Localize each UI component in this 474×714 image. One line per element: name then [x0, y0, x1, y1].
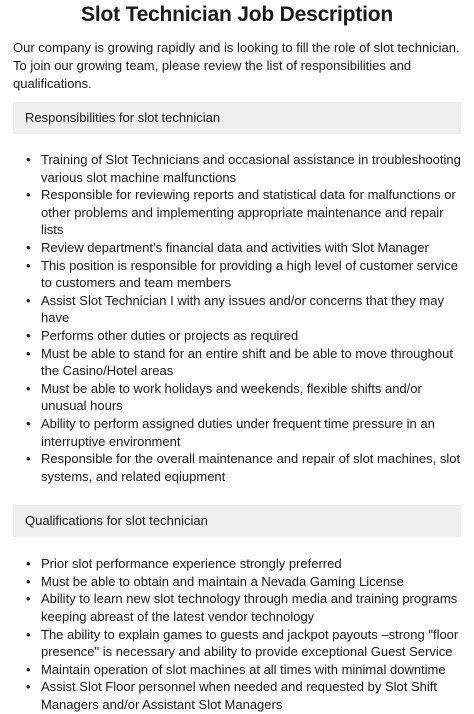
list-item-text: Responsible for the overall maintenance and repair of slot machines, slot systems, and related eqiupment: [41, 451, 461, 484]
list-item-text: Performs other duties or projects as required: [41, 327, 299, 343]
bullet-icon: •: [26, 679, 31, 695]
list-item: [13, 380, 461, 415]
qualifications-list: [13, 555, 461, 713]
bullet-icon: •: [26, 451, 31, 467]
list-item: [13, 678, 461, 713]
list-item-text: Must be able to stand for an entire shift and be able to move throughout the Casino/Hotel areas: [41, 345, 453, 379]
bullet-icon: •: [26, 257, 31, 273]
list-item-text: Assist Slot Floor personnel when needed and requested by Slot Shift Managers and/or Assistant Slot Managers: [41, 679, 438, 713]
list-item-text: This position is responsible for providing a high level of customer service to customers and team members: [41, 257, 458, 291]
list-item-text: Training of Slot Technicians and occasional assistance in troubleshooting various slot machine malfunctions: [41, 152, 461, 185]
bullet-icon: •: [26, 415, 31, 431]
responsibilities-header: Responsibilities for slot technician: [13, 102, 461, 134]
list-item: [13, 292, 461, 327]
list-item: [13, 257, 461, 292]
list-item-text: Ability to learn new slot technology through media and training programs keeping abreast of the latest vendor technology: [41, 591, 458, 625]
list-item: [13, 555, 461, 573]
list-item: [13, 590, 461, 625]
list-item: [13, 186, 461, 239]
list-item-text: Responsible for reviewing reports and statistical data for malfunctions or other problems and implementing appropriate maintenance and repair lists: [41, 187, 456, 238]
bullet-icon: •: [26, 239, 31, 255]
list-item-text: Maintain operation of slot machines at all times with minimal downtime: [41, 661, 446, 677]
list-item-text: The ability to explain games to guests and jackpot payouts –strong "floor presence" is necessary and ability to provide exceptional Guest Service: [41, 626, 459, 660]
bullet-icon: •: [26, 292, 31, 308]
bullet-icon: •: [26, 187, 31, 203]
page-title: Slot Technician Job Description: [81, 3, 393, 26]
list-item: [13, 626, 461, 661]
list-item-text: Must be able to work holidays and weekends, flexible shifts and/or unusual hours: [41, 380, 422, 414]
bullet-icon: •: [26, 556, 31, 572]
intro-paragraph: Our company is growing rapidly and is looking to fill the role of slot technician. To join our growing team, please review the list of responsibilities and qualifications.: [13, 40, 460, 91]
list-item-text: Must be able to obtain and maintain a Nevada Gaming License: [41, 573, 404, 589]
bullet-icon: •: [26, 591, 31, 607]
list-item: [13, 573, 461, 591]
responsibilities-list: [13, 151, 461, 485]
list-item: [13, 327, 461, 345]
qualifications-header: Qualifications for slot technician: [13, 505, 461, 537]
list-item: [13, 151, 461, 186]
list-item: [13, 239, 461, 257]
list-item: [13, 450, 461, 485]
list-item: [13, 345, 461, 380]
bullet-icon: •: [26, 327, 31, 343]
bullet-icon: •: [26, 573, 31, 589]
bullet-icon: •: [26, 380, 31, 396]
bullet-icon: •: [26, 626, 31, 642]
list-item-text: Review department’s financial data and activities with Slot Manager: [41, 239, 429, 255]
list-item-text: Assist Slot Technician I with any issues and/or concerns that they may have: [41, 292, 444, 326]
list-item: [13, 661, 461, 679]
bullet-icon: •: [26, 345, 31, 361]
bullet-icon: •: [26, 152, 31, 167]
list-item: [13, 415, 461, 450]
bullet-icon: •: [26, 661, 31, 677]
list-item-text: Prior slot performance experience strongly preferred: [41, 556, 342, 572]
list-item-text: Ability to perform assigned duties under frequent time pressure in an interruptive environment: [41, 415, 435, 449]
